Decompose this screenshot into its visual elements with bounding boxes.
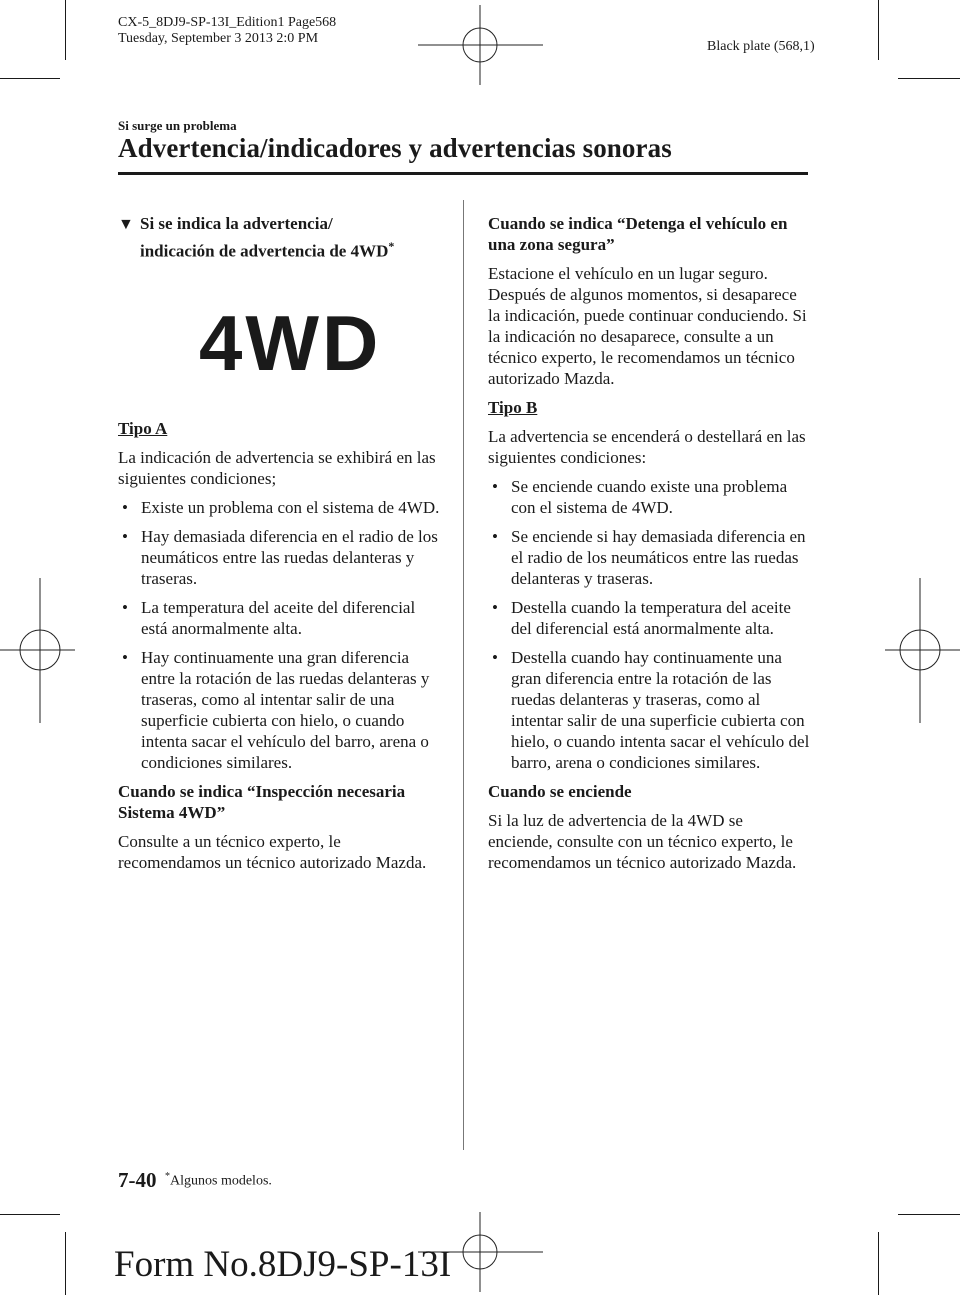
left-column [118,418,440,873]
crop-mark [65,0,66,60]
list-item: • Destella cuando la temperatura del aceite del diferencial está anormalmente alta. [492,598,791,638]
right-column [488,213,810,873]
list-item: • Se enciende si hay demasiada diferencia en el radio de los neumáticos entre las ruedas delanteras y traseras. [492,527,806,588]
list-item: • Se enciende cuando existe una problema con el sistema de 4WD. [492,477,788,517]
enciende-text: Si la luz de advertencia de la 4WD se enciende, consulte con un técnico experto, le recomendamos un técnico autorizado Mazda. [488,811,797,872]
crop-mark [65,1232,66,1295]
plate-label: Black plate (568,1) [707,39,815,54]
bullet-icon: • [122,648,128,667]
asterisk-mark: * [388,239,395,253]
heading-line-1: Si se indica la advertencia/ [140,214,333,233]
crop-mark [0,1214,60,1215]
4wd-indicator-symbol: 4WD [199,299,382,387]
bullet-icon: • [492,598,498,617]
list-item: • La temperatura del aceite del diferencial está anormalmente alta. [122,598,416,638]
tipo-b-intro: La advertencia se encenderá o destellará en las siguientes condiciones: [488,427,806,467]
footnote-text: Algunos modelos. [170,1173,272,1189]
bullet-icon: • [122,598,128,617]
list-item: • Hay demasiada diferencia en el radio de los neumáticos entre las ruedas delanteras y traseras. [122,527,438,588]
inspeccion-text: Consulte a un técnico experto, le recomendamos un técnico autorizado Mazda. [118,832,427,872]
crop-mark [898,1214,960,1215]
section-label: Si surge un problema [118,118,237,133]
crop-mark [878,1232,879,1295]
enciende-heading: Cuando se enciende [488,782,632,801]
tipo-b-list [488,476,810,773]
detenga-heading: Cuando se indica “Detenga el vehículo en una zona segura” [488,214,788,254]
tipo-a-intro: La indicación de advertencia se exhibirá en las siguientes condiciones; [118,448,436,488]
column-divider [463,200,464,1150]
title-rule [118,172,808,175]
list-item: • Destella cuando hay continuamente una gran diferencia entre la rotación de las ruedas delanteras y traseras, como al intentar salir de una superficie cubierta con hielo, o cuando intenta sacar el vehículo del barro, arena o condiciones similares. [492,648,810,772]
registration-mark-icon [418,5,543,85]
footnote [165,1171,272,1190]
registration-mark-icon [885,578,960,723]
heading-line-2: indicación de advertencia de 4WD [140,241,389,261]
form-number: Form No.8DJ9-SP-13I [114,1244,452,1285]
tipo-a-heading: Tipo A [118,419,168,438]
inspeccion-heading: Cuando se indica “Inspección necesaria Sistema 4WD” [118,782,406,822]
tipo-a-list [118,497,440,773]
list-item: • Hay continuamente una gran diferencia entre la rotación de las ruedas delanteras y traseras, como al intentar salir de una superficie cubierta con hielo, o cuando intenta sacar el vehículo del barro, arena o condiciones similares. [122,648,430,772]
triangle-marker-icon: ▼ [118,216,134,233]
detenga-text: Estacione el vehículo en un lugar seguro. Después de algunos momentos, si desaparece la indicación, puede continuar conduciendo. Si la indicación no desaparece, consulte a un técnico experto, le recomendamos un técnico autorizado Mazda. [488,264,807,388]
crop-mark [0,78,60,79]
bullet-icon: • [492,477,498,496]
bullet-icon: • [122,527,128,546]
bullet-icon: • [492,527,498,546]
registration-mark-icon [0,578,75,723]
page-number: 7-40 [118,1168,157,1192]
print-job-line: CX-5_8DJ9-SP-13I_Edition1 Page568 [118,15,337,30]
print-timestamp: Tuesday, September 3 2013 2:0 PM [118,31,319,46]
warning-heading [118,213,448,263]
crop-mark [898,78,960,79]
bullet-icon: • [122,498,128,517]
bullet-icon: • [492,648,498,667]
page-title: Advertencia/indicadores y advertencias sonoras [118,133,672,163]
list-item: • Existe un problema con el sistema de 4WD. [122,498,440,517]
crop-mark [878,0,879,60]
tipo-b-heading: Tipo B [488,398,538,417]
footnote-asterisk: * [165,1171,170,1182]
